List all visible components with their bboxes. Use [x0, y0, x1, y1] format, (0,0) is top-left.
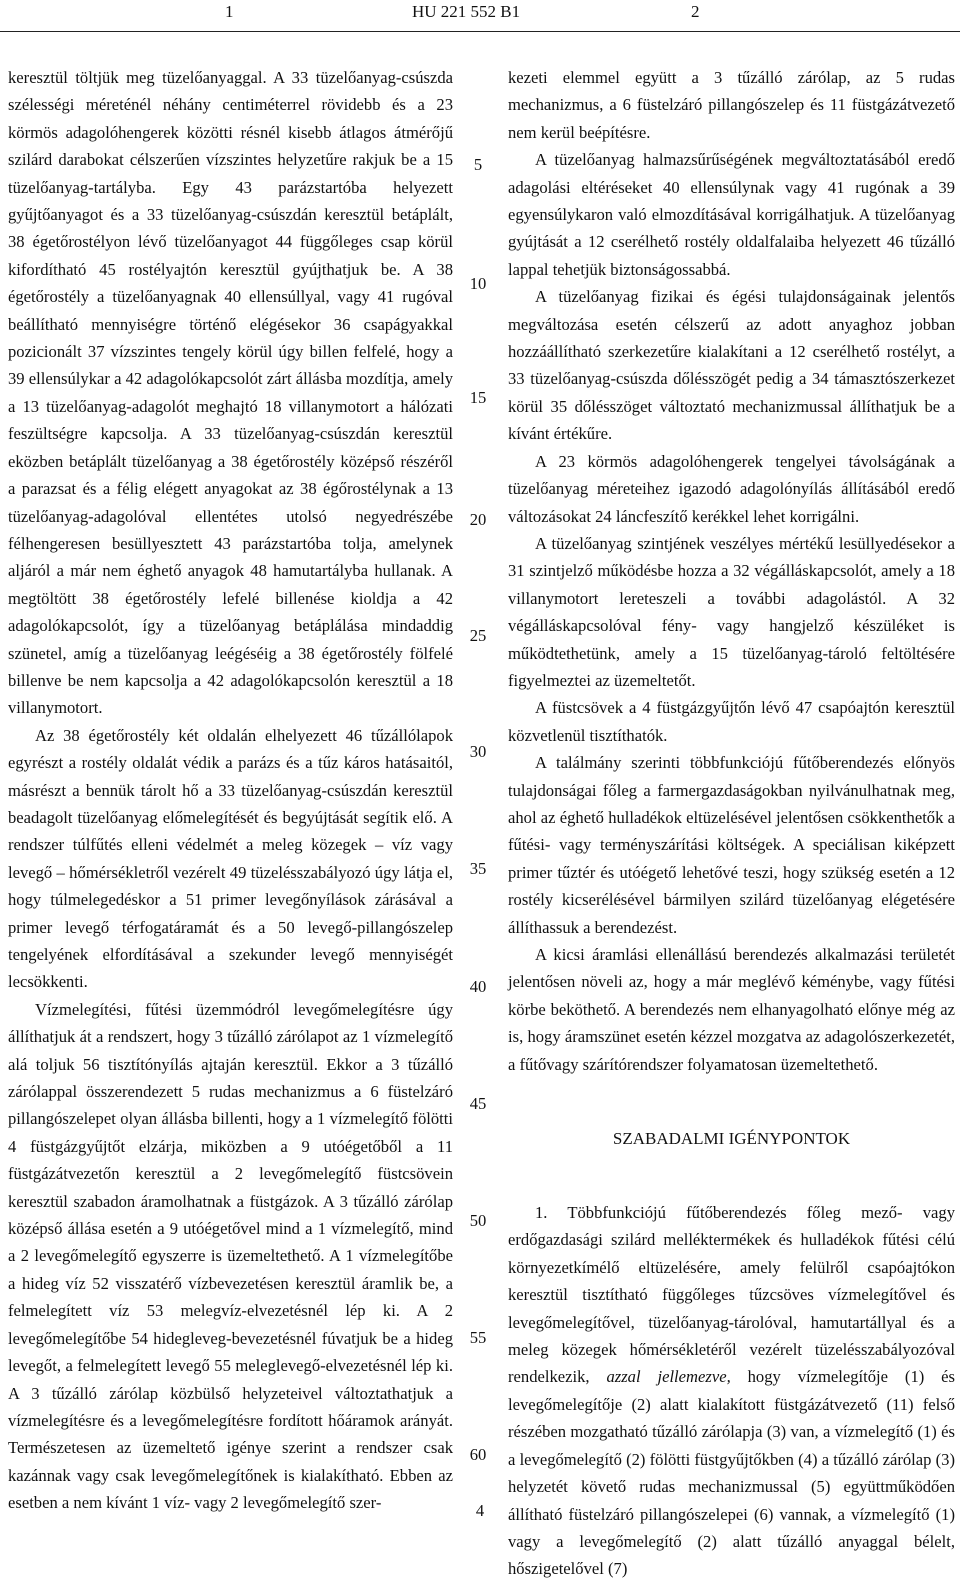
- line-number-20: 20: [469, 510, 487, 529]
- page-header: [0, 0, 960, 30]
- claim-1-intro: 1. Többfunkciójú fűtőberendezés főleg mező- vagy erdőgazdasági szilárd melléktermékek és hulladékok fűtési célú környezetkímélő eltüzelésére, amely felülről csapóajtókon keresztül tisztítható függőleges tűzcsöves vízmelegítővel és levegőmelegítővel, tüzelőanyag-tárolóval, hamutartállyal és a meleg közegek hőmérsékletéről vezérelt tüzelésszabályozóval rendelkezik,: [508, 1203, 955, 1387]
- right-paragraph-6: A füstcsövek a 4 füstgázgyűjtőn lévő 47 csapóajtón keresztül közvetlenül tisztíthatók.: [508, 698, 955, 745]
- left-paragraph-1: keresztül töltjük meg tüzelőanyaggal. A 33 tüzelőanyag-csúszda szélességi méreténél néhány centiméterrel rövidebb és a 23 körmös adagolóhengerek közötti résnél kisebb átlagos átmérőjű szilárd darabokat célszerűen vízszintes helyzetűre rakjuk be a 15 tüzelőanyag-tartályba. Egy 43 parázstartóba helyezett gyűjtőanyagot és a 33 tüzelőanyag-csúszdán keresztül betáplált, 38 égetőrostélyon lévő tüzelőanyagot 44 függőleges csap körül kifordítható 45 rostélyajtón keresztül gyújthatjuk be. A 38 égetőrostély a tüzelőanyagnak 40 ellensúllyal, vagy 41 rugóval beállítható mennyiségre történő elégésekor 36 csapágyakkal pozicionált 37 vízszintes tengely körül úgy billen felfelé, hogy a 39 ellensúlykar a 42 adagolókapcsolót zárt állásba mozdítja, amely a 13 tüzelőanyag-adagolót meghajtó 18 villanymotort a hálózati feszültségre kapcsolja. A 33 tüzelőanyag-csúszdán keresztül eközben betáplált tüzelőanyag a 38 égetőrostély középső részéről a parazsat és a félig elégett anyagokat az 38 égőrostélynak a 13 tüzelőanyag-adagolóval ellentétes utolsó negyedrészébe félhengeresen besüllyesztett 43 parázstartóba tolja, amelynek aljáról a már nem éghető anyagok 48 hamutartályba hullanak. A megtöltött 38 égetőrostély lefelé billenése kioldja a 42 adagolókapcsolót, így a tüzelőanyag betáplálása mindaddig szünetel, amíg a tüzelőanyag leégéséig a 38 égetőrostély fölfelé billenve be nem kapcsolja a 42 adagolókapcsolón keresztül a 18 villanymotort.: [8, 68, 453, 718]
- line-number-50: 50: [469, 1211, 487, 1230]
- patent-number: HU 221 552 B1: [412, 2, 521, 21]
- left-column: [8, 64, 453, 1517]
- line-number-10: 10: [469, 274, 487, 293]
- page-footer-number: 4: [475, 1501, 485, 1520]
- right-paragraph-2: A tüzelőanyag halmazsűrűségének megváltoztatásából eredő adagolási eltéréseket 40 ellensúlynak vagy 41 rugónak a 39 egyensúlykaron való elmozdításával korrigálhatjuk. A tüzelőanyag gyújtását a 12 cserélhető rostély oldalfalaiba helyezett 46 tűzálló lappal tehetjük biztonságossabbá.: [508, 150, 955, 279]
- right-page-number: 2: [691, 2, 700, 21]
- claims-heading: SZABADALMI IGÉNYPONTOK: [612, 1129, 851, 1149]
- line-number-55: 55: [469, 1328, 487, 1347]
- line-number-15: 15: [469, 388, 487, 407]
- right-paragraph-8: A kicsi áramlási ellenállású berendezés alkalmazási területét jelentősen növeli az, hogy a már meglévő kéménybe, vagy fűtési körbe beköthető. A berendezés nem elhanyagolható előnye még az is, hogy áramszünet esetén kézzel mozgatva az adagolószerkezetét, a fűtővagy szárítórendszer folyamatosan üzemeltethető.: [508, 945, 955, 1074]
- line-number-40: 40: [469, 977, 487, 996]
- right-paragraph-7: A találmány szerinti többfunkciójú fűtőberendezés előnyös tulajdonságai főleg a farmergazdaságokban nyilvánulhatnak meg, ahol az éghető hulladékok eltüzelésével jelentősen csökkenthetők a fűtési- vagy terményszárítási költségek. A speciálisan kiképzett primer tűztér és utóégető lehetővé teszi, hogy szükség esetén a 12 rostély kicserélésével bármilyen szilárd tüzelőanyag elégetésére állíthassuk a berendezést.: [508, 753, 955, 937]
- line-number-25: 25: [469, 626, 487, 645]
- line-number-45: 45: [469, 1094, 487, 1113]
- claim-1-emphasis: azzal jellemezve,: [606, 1367, 731, 1387]
- header-rule: [0, 31, 960, 32]
- line-number-60: 60: [469, 1445, 487, 1464]
- line-number-35: 35: [469, 859, 487, 878]
- claim-1-rest: hogy vízmelegítője (1) és levegőmelegítője (2) alatt kialakított füstgázátvezető (11) felső részében mozgatható tűzálló zárólapja (3) van, a vízmelegítő (1) és a levegőmelegítő (2) fölötti füstgyűjtőkben (4) a tűzálló zárólap (3) helyzetét követő rudas mechanizmussal (5) együttműködően állítható füstelzáró pillangószelepei (6) vannak, a vízmelegítő (1) vagy a levegőmelegítő (2) alatt tűzálló anyaggal bélelt, hőszigetelővel (7): [508, 1367, 955, 1579]
- left-page-number: 1: [225, 2, 234, 21]
- right-paragraph-5: A tüzelőanyag szintjének veszélyes mértékű lesüllyedésekor a 31 szintjelző működésbe hozza a 32 végálláskapcsolót, amely a 18 villanymotort lereteszeli a további adagolástól. A 32 végálláskapcsolóval fény- vagy hangjelző készüléket is működtethetünk, amely a 15 tüzelőanyag-tároló feltöltésére figyelmeztei az üzemeltetőt.: [508, 533, 955, 690]
- line-number-30: 30: [469, 742, 487, 761]
- left-paragraph-2: Az 38 égetőrostély két oldalán elhelyezett 46 tűzállólapok egyrészt a rostély oldalát védik a parázs és a tűz káros hatásaitól, másrészt a bennük tárolt hő a 33 tüzelőanyag-csúszdán keresztül beadagolt tüzelőanyag előmelegítését és begyújtását segítik elő. A rendszer túlfűtés elleni védelmét a meleg közegek – víz vagy levegő – hőmérsékletről vezérelt 49 tüzelésszabályozó úgy látja el, hogy túlmelegedéskor a 51 primer levegőnyílások zárásával a primer levegő térfogatáramát és a 50 levegő-pillangószelep tengelyének elfordításával a szekunder levegő mennyiségét lecsökkenti.: [8, 725, 453, 992]
- right-column: [508, 64, 955, 1583]
- line-number-5: 5: [473, 155, 483, 174]
- right-paragraph-3: A tüzelőanyag fizikai és égési tulajdonságainak jelentős megváltozása esetén célszerű az adott anyaghoz jobban hozzáállítható szerkezetűre kialakítani a 12 cserélhető rostélyt, a 33 tüzelőanyag-csúszda dőlésszögét pedig a 34 támasztószerkezet körül 35 dőlésszöget változtató mechanizmussal állíthatjuk be a kívánt értékűre.: [508, 287, 955, 444]
- right-paragraph-1: kezeti elemmel együtt a 3 tűzálló zárólap, az 5 rudas mechanizmus, a 6 füstelzáró pillangószelep és 11 füstgázátvezető nem kerül beépítésre.: [508, 68, 955, 142]
- claim-1: [508, 1199, 955, 1583]
- left-paragraph-3: Vízmelegítési, fűtési üzemmódról levegőmelegítésre úgy állíthatjuk át a rendszert, hogy 3 tűzálló zárólapot az 1 vízmelegítő alá toljuk 56 tisztítónyílás ajtaján keresztül. Ekkor a 3 tűzálló zárólappal összerendezett 5 rudas mechanizmus a 6 füstelzáró pillangószelepet olyan állásba billenti, hogy a 1 vízmelegítő fölötti 4 füstgázgyűjtőt elzárja, miközben a 9 utóégetőből a 11 füstgázátvezetőn keresztül a 2 levegőmelegítő füstcsövein keresztül szabadon áramolhatnak a füstgázok. A 3 tűzálló zárólap középső állása esetén a 9 utóégetővel mind a 1 vízmelegítő, mind a 2 levegőmelegítő egyszerre is üzemeltethető. A 1 vízmelegítőbe a hideg víz 52 visszatérő vízbevezetésen keresztül áramlik be, a felmelegített víz 53 melegvíz-elvezetésnél lép ki. A 2 levegőmelegítőbe 54 hidegleveg-bevezetésnél fúvatjuk be a hideg levegőt, a felmelegített levegő 55 meleglevegő-elvezetésnél lép ki. A 3 tűzálló zárólap közbülső helyzeteivel változtathatjuk a vízmelegítésre és a levegőmelegítésre fordított hőáramok arányát. Természetesen az üzemeltető igénye szerint a rendszer csak kazánnak vagy csak levegőmelegítőnek is kialakítható. Ebben az esetben a nem kívánt 1 víz- vagy 2 levegőmelegítő szer-: [8, 999, 453, 1513]
- right-paragraph-4: A 23 körmös adagolóhengerek tengelyei távolságának a tüzelőanyag méreteihez igazodó adagolónyílás állításából eredő változásokat 24 láncfeszítő kerékkel lehet korrigálni.: [508, 451, 955, 526]
